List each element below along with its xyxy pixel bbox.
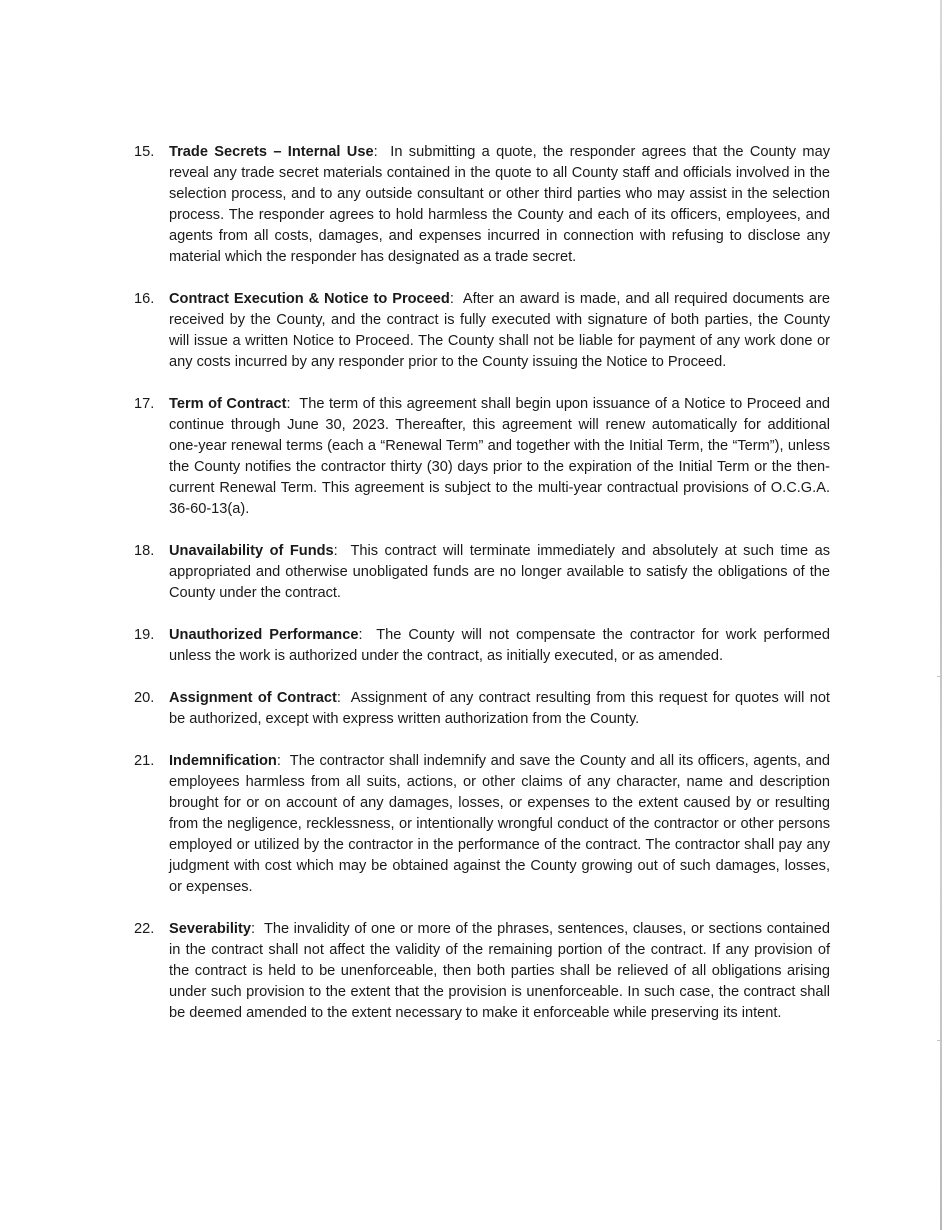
clause-number: 20. xyxy=(134,690,155,706)
clause-15: 15. Trade Secrets – Internal Use: In submitting a quote, the responder agrees that the County may reveal any trade secret materials contained in the quote to all County staff and officials involved in the selection process, and to any outside consultant or other third parties who may assist in the selection process. The responder agrees to hold harmless the County and each of its officers, employees, and agents from all costs, damages, and expenses incurred in connection with refusing to disclose any material which the responder has designated as a trade secret. xyxy=(134,144,830,265)
scan-edge-line xyxy=(940,0,942,1230)
scan-edge-tick xyxy=(937,1040,942,1041)
clause-19: 19. Unauthorized Performance: The County will not compensate the contractor for work performed unless the work is authorized under the contract, as initially executed, or as amended. xyxy=(134,627,831,664)
clause-22: 22. Severability: The invalidity of one or more of the phrases, sentences, clauses, or sections contained in the contract shall not affect the validity of the remaining portion of the contract. If any provision of the contract is held to be unenforceable, then both parties shall be relieved of all obligations arising under such provision to the extent that the provision is unenforceable. In such case, the contract shall be deemed amended to the extent necessary to make it enforceable while preserving its intent. xyxy=(134,921,830,1021)
clause-heading: Severability xyxy=(169,921,251,937)
clause-text: The County will not compensate the contractor for work performed unless the work is authorized under the contract, as initially executed, or as amended. xyxy=(169,627,831,664)
scan-edge-tick xyxy=(937,676,942,677)
clause-number: 16. xyxy=(134,291,155,307)
clause-number: 15. xyxy=(134,144,155,160)
clause-text: The term of this agreement shall begin upon issuance of a Notice to Proceed and continue through June 30, 2023. Thereafter, this agreement will renew automatically for additional one-year renewal terms (each a “Renewal Term” and together with the Initial Term, the “Term”), unless the County notifies the contractor thirty (30) days prior to the expiration of the Initial Term or the then-current Renewal Term. This agreement is subject to the multi-year contractual provisions of O.C.G.A. 36-60-13(a). xyxy=(169,396,830,517)
clause-18: 18. Unavailability of Funds: This contract will terminate immediately and absolutely at such time as appropriated and otherwise unobligated funds are no longer available to satisfy the obligations of the County under the contract. xyxy=(134,543,831,601)
clause-number: 21. xyxy=(134,753,155,769)
clause-heading: Contract Execution & Notice to Proceed xyxy=(169,291,450,307)
clause-list xyxy=(134,142,830,1045)
clause-heading: Term of Contract xyxy=(169,396,287,412)
clause-number: 22. xyxy=(134,921,155,937)
clause-number: 18. xyxy=(134,543,155,559)
clause-heading: Unauthorized Performance xyxy=(169,627,359,643)
clause-heading: Unavailability of Funds xyxy=(169,543,334,559)
clause-heading: Assignment of Contract xyxy=(169,690,337,706)
clause-heading: Indemnification xyxy=(169,753,277,769)
clause-17: 17. Term of Contract: The term of this agreement shall begin upon issuance of a Notice to Proceed and continue through June 30, 2023. Thereafter, this agreement will renew automatically for additional one-year renewal terms (each a “Renewal Term” and together with the Initial Term, the “Term”), unless the County notifies the contractor thirty (30) days prior to the expiration of the Initial Term or the then-current Renewal Term. This agreement is subject to the multi-year contractual provisions of O.C.G.A. 36-60-13(a). xyxy=(134,396,830,517)
clause-text: In submitting a quote, the responder agrees that the County may reveal any trade secret materials contained in the quote to all County staff and officials involved in the selection process, and to any outside consultant or other third parties who may assist in the selection process. The responder agrees to hold harmless the County and each of its officers, employees, and agents from all costs, damages, and expenses incurred in connection with refusing to disclose any material which the responder has designated as a trade secret. xyxy=(169,144,830,265)
clause-text: Assignment of any contract resulting from this request for quotes will not be authorized, except with express written authorization from the County. xyxy=(169,690,830,727)
clause-text: The contractor shall indemnify and save the County and all its officers, agents, and employees harmless from all suits, actions, or other claims of any character, name and description brought for or on account of any damages, losses, or expenses to the extent caused by or resulting from the negligence, recklessness, or intentionally wrongful conduct of the contractor or other persons employed or utilized by the contractor in the performance of the contract. The contractor shall pay any judgment with cost which may be obtained against the County growing out of such damages, losses, or expenses. xyxy=(169,753,830,895)
clause-20: 20. Assignment of Contract: Assignment of any contract resulting from this request for quotes will not be authorized, except with express written authorization from the County. xyxy=(134,690,830,727)
clause-21: 21. Indemnification: The contractor shall indemnify and save the County and all its officers, agents, and employees harmless from all suits, actions, or other claims of any character, name and description brought for or on account of any damages, losses, or expenses to the extent caused by or resulting from the negligence, recklessness, or intentionally wrongful conduct of the contractor or other persons employed or utilized by the contractor in the performance of the contract. The contractor shall pay any judgment with cost which may be obtained against the County growing out of such damages, losses, or expenses. xyxy=(134,753,830,895)
clause-number: 17. xyxy=(134,396,155,412)
clause-16: 16. Contract Execution & Notice to Proceed: After an award is made, and all required documents are received by the County, and the contract is fully executed with signature of both parties, the County will issue a written Notice to Proceed. The County shall not be liable for payment of any work done or any costs incurred by any responder prior to the County issuing the Notice to Proceed. xyxy=(134,291,830,370)
clause-number: 19. xyxy=(134,627,155,643)
clause-heading: Trade Secrets – Internal Use xyxy=(169,144,374,160)
clause-text: The invalidity of one or more of the phrases, sentences, clauses, or sections contained in the contract shall not affect the validity of the remaining portion of the contract. If any provision of the contract is held to be unenforceable, then both parties shall be relieved of all obligations arising under such provision to the extent that the provision is unenforceable. In such case, the contract shall be deemed amended to the extent necessary to make it enforceable while preserving its intent. xyxy=(169,921,830,1021)
clause-text: After an award is made, and all required documents are received by the County, and the contract is fully executed with signature of both parties, the County will issue a written Notice to Proceed. The County shall not be liable for payment of any work done or any costs incurred by any responder prior to the County issuing the Notice to Proceed. xyxy=(169,291,830,370)
clause-text: This contract will terminate immediately and absolutely at such time as appropriated and otherwise unobligated funds are no longer available to satisfy the obligations of the County under the contract. xyxy=(169,543,831,601)
